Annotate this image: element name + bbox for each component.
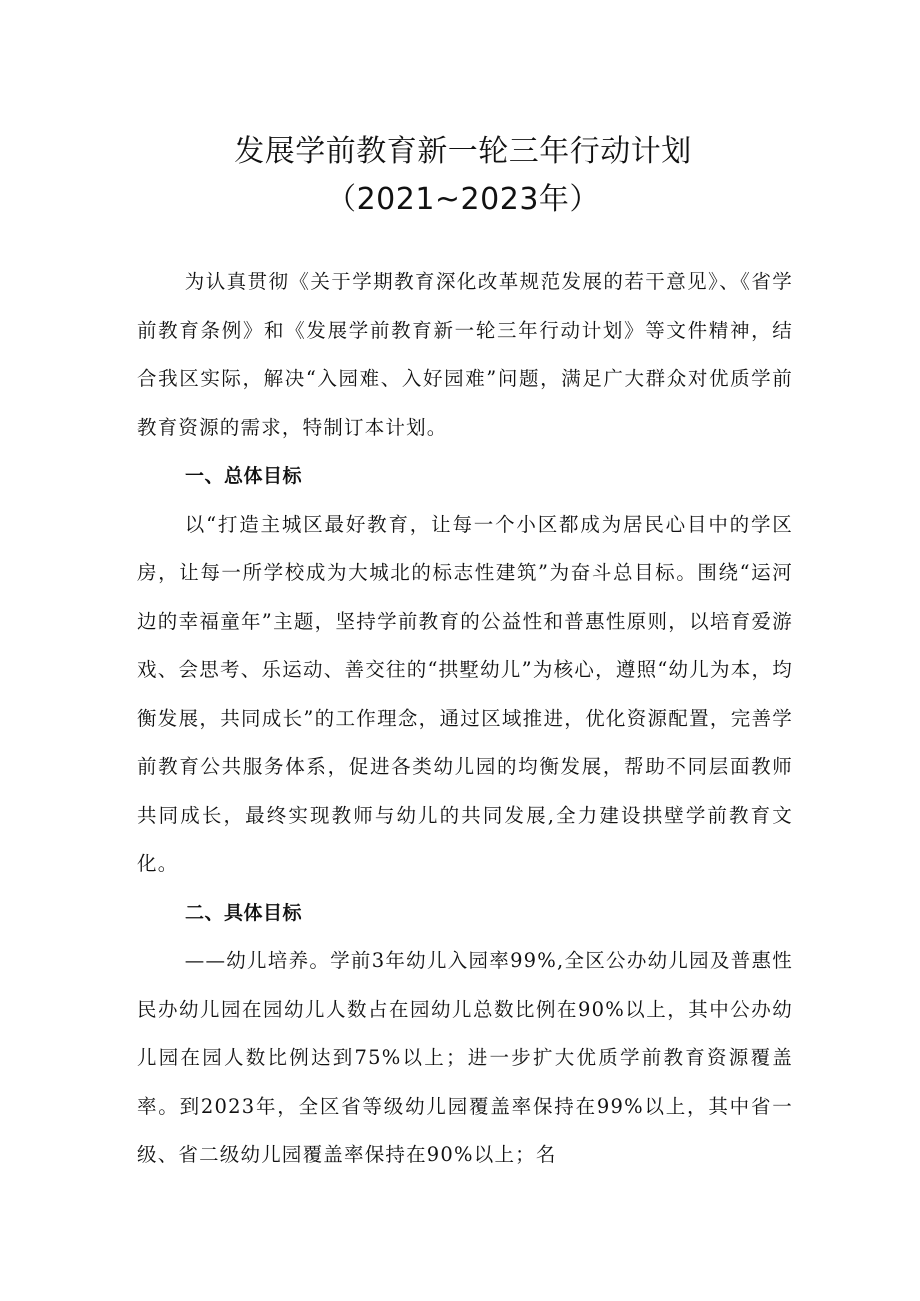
overall-goals-paragraph: 以“打造主城区最好教育，让每一个小区都成为居民心目中的学区房，让每一所学校成为大城北的标志性建筑”为奋斗总目标。围绕“运河边的幸福童年”主题，坚持学前教育的公益性和普惠性原则，以培育爱游戏、会思考、乐运动、善交往的“拱墅幼儿”为核心，遵照“幼儿为本，均衡发展，共同成长”的工作理念，通过区域推进，优化资源配置，完善学前教育公共服务体系，促进各类幼儿园的均衡发展，帮助不同层面教师共同成长，最终实现教师与幼儿的共同发展,全力建设拱壁学前教育文化。 [137, 512, 793, 875]
section-heading-specific-goals: 二、具体目标 [185, 901, 303, 924]
document-title: 发展学前教育新一轮三年行动计划（2021~2023年） [234, 134, 692, 217]
specific-goals-paragraph: ——幼儿培养。学前3年幼儿入园率99%,全区公办幼儿园及普惠性民办幼儿园在园幼儿人数占在园幼儿总数比例在90%以上，其中公办幼儿园在园人数比例达到75%以上；进一步扩大优质学前教育资源覆盖率。到2023年，全区省等级幼儿园覆盖率保持在99%以上，其中省一级、省二级幼儿园覆盖率保持在90%以上；名 [137, 949, 793, 1166]
section-heading-overall-goals: 一、总体目标 [185, 465, 303, 487]
intro-paragraph: 为认真贯彻《关于学期教育深化改革规范发展的若干意见》、《省学前教育条例》和《发展学前教育新一轮三年行动计划》等文件精神，结合我区实际，解决“入园难、入好园难”问题，满足广大群众对优质学前教育资源的需求，特制订本计划。 [137, 270, 793, 439]
document-body [137, 258, 793, 1180]
